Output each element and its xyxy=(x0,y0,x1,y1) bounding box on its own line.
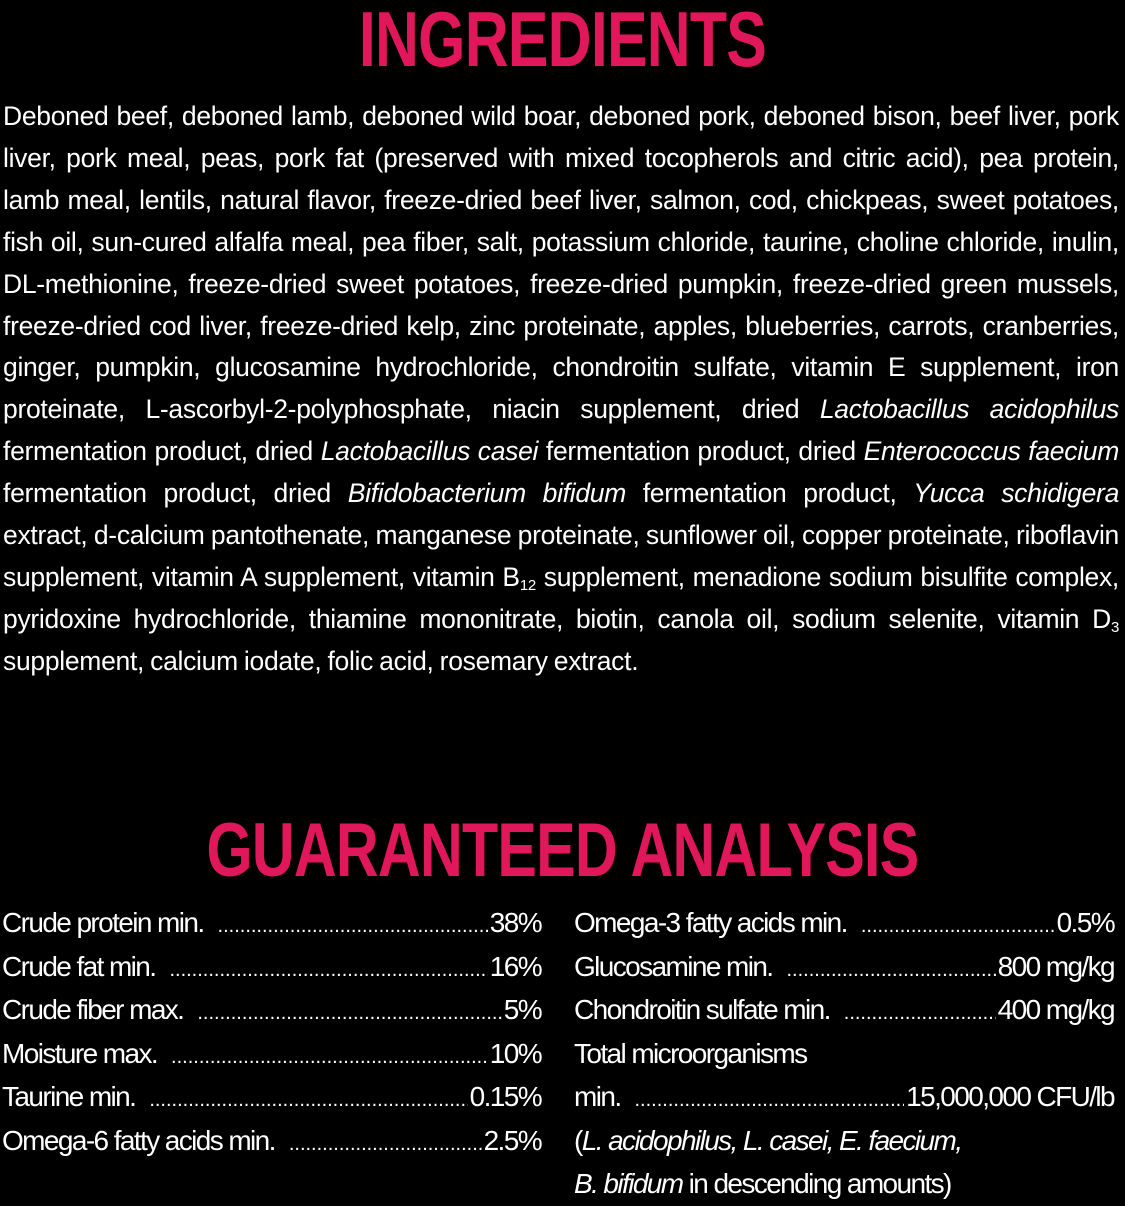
microorganisms-note-line1 xyxy=(574,1119,1114,1163)
dot-leader xyxy=(289,1123,482,1167)
dot-leader xyxy=(169,949,487,993)
analysis-label: Crude fat min. xyxy=(2,950,156,982)
analysis-row xyxy=(574,901,1114,945)
analysis-value: 5% xyxy=(503,994,541,1025)
ingredients-heading: INGREDIENTS xyxy=(358,0,767,83)
ingredient-italic-term: Lactobacillus casei xyxy=(320,436,539,467)
analysis-value: 2.5% xyxy=(483,1124,541,1156)
dot-leader xyxy=(218,905,488,949)
ingredient-subscript: 12 xyxy=(519,576,536,594)
note-tail: in descending amounts) xyxy=(682,1168,951,1199)
analysis-value: 15,000,000 CFU/lb xyxy=(906,1081,1114,1112)
analysis-row xyxy=(2,901,541,945)
analysis-value: 0.15% xyxy=(469,1081,541,1112)
note-species-2: B. bifidum xyxy=(574,1168,683,1199)
analysis-left-column xyxy=(2,901,541,1162)
ingredient-text: supplement, menadione sodium bisulfite complex, pyridoxine hydrochloride, thiamine mononitrate, biotin, canola oil, sodium selenite, vitamin D xyxy=(3,561,1119,634)
ingredient-subscript: 3 xyxy=(1110,618,1119,636)
ingredient-italic-term: Bifidobacterium bifidum xyxy=(347,478,626,509)
analysis-value: 10% xyxy=(489,1037,541,1069)
note-open-paren: ( xyxy=(574,1124,582,1156)
analysis-label: min. xyxy=(574,1081,621,1112)
dot-leader xyxy=(861,905,1055,949)
analysis-value: 800 mg/kg xyxy=(997,950,1114,982)
microorganisms-label: Total microorganisms xyxy=(574,1037,807,1069)
ingredient-text: Deboned beef, deboned lamb, deboned wild boar, deboned pork, deboned bison, beef liver, pork liver, pork meal, peas, pork fat (preserved with mixed tocopherols and citric acid), pea protein, lamb meal, lentils, natural flavor, freeze-dried beef liver, salmon, cod, chickpeas, sweet potatoes, fish oil, sun-cured alfalfa meal, pea fiber, salt, potassium chloride, taurine, choline chloride, inulin, DL-methionine, freeze-dried sweet potatoes, freeze-dried pumpkin, freeze-dried green mussels, freeze-dried cod liver, freeze-dried kelp, zinc proteinate, apples, blueberries, carrots, cranberries, ginger, pumpkin, glucosamine hydrochloride, chondroitin sulfate, vitamin E supplement, iron proteinate, L-ascorbyl-2-polyphosphate, niacin supplement, dried xyxy=(3,101,1119,425)
analysis-row xyxy=(2,1119,541,1163)
analysis-value: 0.5% xyxy=(1056,907,1114,938)
analysis-right-column xyxy=(574,901,1114,1206)
analysis-row xyxy=(574,988,1114,1032)
guaranteed-analysis-heading: GUARANTEED ANALYSIS xyxy=(206,808,919,893)
analysis-label: Glucosamine min. xyxy=(574,950,773,982)
analysis-row xyxy=(574,945,1114,989)
ingredient-text: extract, d-calcium pantothenate, manganese proteinate, sunflower oil, copper proteinate, riboflavin supplement, vitamin A supplement, vitamin B xyxy=(3,520,1119,592)
dot-leader xyxy=(149,1079,467,1123)
analysis-row xyxy=(2,988,541,1032)
ingredient-text: fermentation product, xyxy=(625,478,914,509)
dot-leader xyxy=(786,949,995,993)
analysis-label: Omega-6 fatty acids min. xyxy=(2,1124,275,1156)
dot-leader xyxy=(844,992,996,1036)
analysis-label: Crude fiber max. xyxy=(2,994,184,1025)
analysis-label: Crude protein min. xyxy=(2,907,204,938)
ingredient-text: fermentation product, dried xyxy=(3,478,348,509)
analysis-label: Moisture max. xyxy=(2,1037,158,1069)
ingredient-italic-term: Yucca schidigera xyxy=(913,478,1120,509)
analysis-row xyxy=(2,1032,541,1076)
analysis-value: 400 mg/kg xyxy=(997,994,1114,1025)
analysis-row-microorganisms xyxy=(574,1075,1114,1119)
ingredient-text: supplement, calcium iodate, folic acid, rosemary extract. xyxy=(3,645,639,676)
dot-leader xyxy=(197,992,501,1036)
dot-leader xyxy=(171,1036,488,1080)
note-species-1: L. acidophilus, L. casei, E. faecium, xyxy=(581,1124,962,1156)
ingredient-italic-term: Enterococcus faecium xyxy=(863,436,1119,467)
analysis-row xyxy=(2,1075,541,1119)
dot-leader xyxy=(635,1079,905,1123)
ingredients-list xyxy=(3,96,1119,683)
analysis-row xyxy=(2,945,541,989)
ingredient-text: fermentation product, dried xyxy=(538,436,864,467)
analysis-value: 38% xyxy=(489,907,541,938)
ingredient-text: fermentation product, dried xyxy=(3,436,321,467)
analysis-value: 16% xyxy=(489,950,541,982)
ingredient-italic-term: Lactobacillus acidophilus xyxy=(819,394,1119,425)
analysis-label: Omega-3 fatty acids min. xyxy=(574,907,847,938)
analysis-label: Taurine min. xyxy=(2,1081,136,1112)
microorganisms-note-line2 xyxy=(574,1162,1114,1206)
analysis-label: Chondroitin sulfate min. xyxy=(574,994,830,1025)
